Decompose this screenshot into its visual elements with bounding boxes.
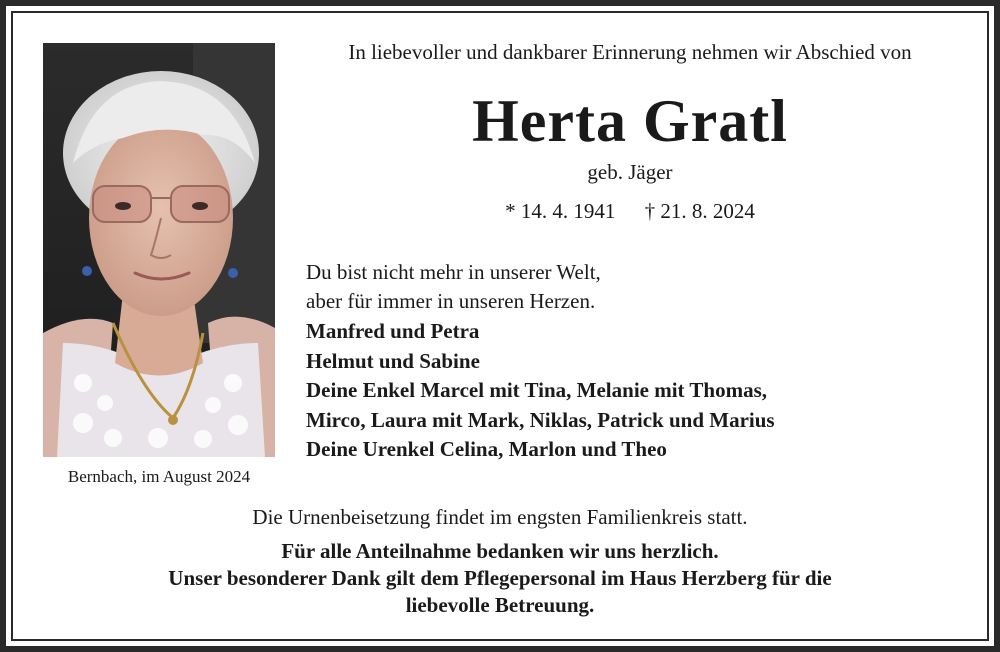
mourner-line: Deine Enkel Marcel mit Tina, Melanie mit Thomas, [306,378,768,402]
thanks-note [60,538,940,619]
mourner-line: Deine Urenkel Celina, Marlon und Theo [306,437,667,461]
portrait-photo [43,43,275,457]
place-and-date: Bernbach, im August 2024 [67,467,251,486]
thanks-line: liebevolle Betreuung. [405,593,595,617]
mourner-line: Mirco, Laura mit Mark, Niklas, Patrick und Marius [306,407,775,432]
mourners-list [306,317,986,465]
intro-line: In liebevoller und dankbarer Erinnerung nehmen wir Abschied von [348,40,912,64]
death-date: † 21. 8. 2024 [644,199,755,223]
verse-line: aber für immer in unseren Herzen. [306,289,596,313]
life-dates [300,199,960,224]
mourner-line: Manfred und Petra [306,319,480,343]
memorial-verse [306,258,966,316]
burial-note: Die Urnenbeisetzung findet im engsten Familienkreis statt. [252,505,748,529]
thanks-line: Für alle Anteilnahme bedanken wir uns herzlich. [281,539,719,563]
thanks-line: Unser besonderer Dank gilt dem Pflegepersonal im Haus Herzberg für die [168,566,832,590]
mourner-line: Helmut und Sabine [306,348,480,373]
verse-line: Du bist nicht mehr in unserer Welt, [306,260,601,284]
deceased-name: Herta Gratl [472,88,788,154]
birth-date: * 14. 4. 1941 [505,199,616,223]
maiden-name: geb. Jäger [587,160,673,184]
